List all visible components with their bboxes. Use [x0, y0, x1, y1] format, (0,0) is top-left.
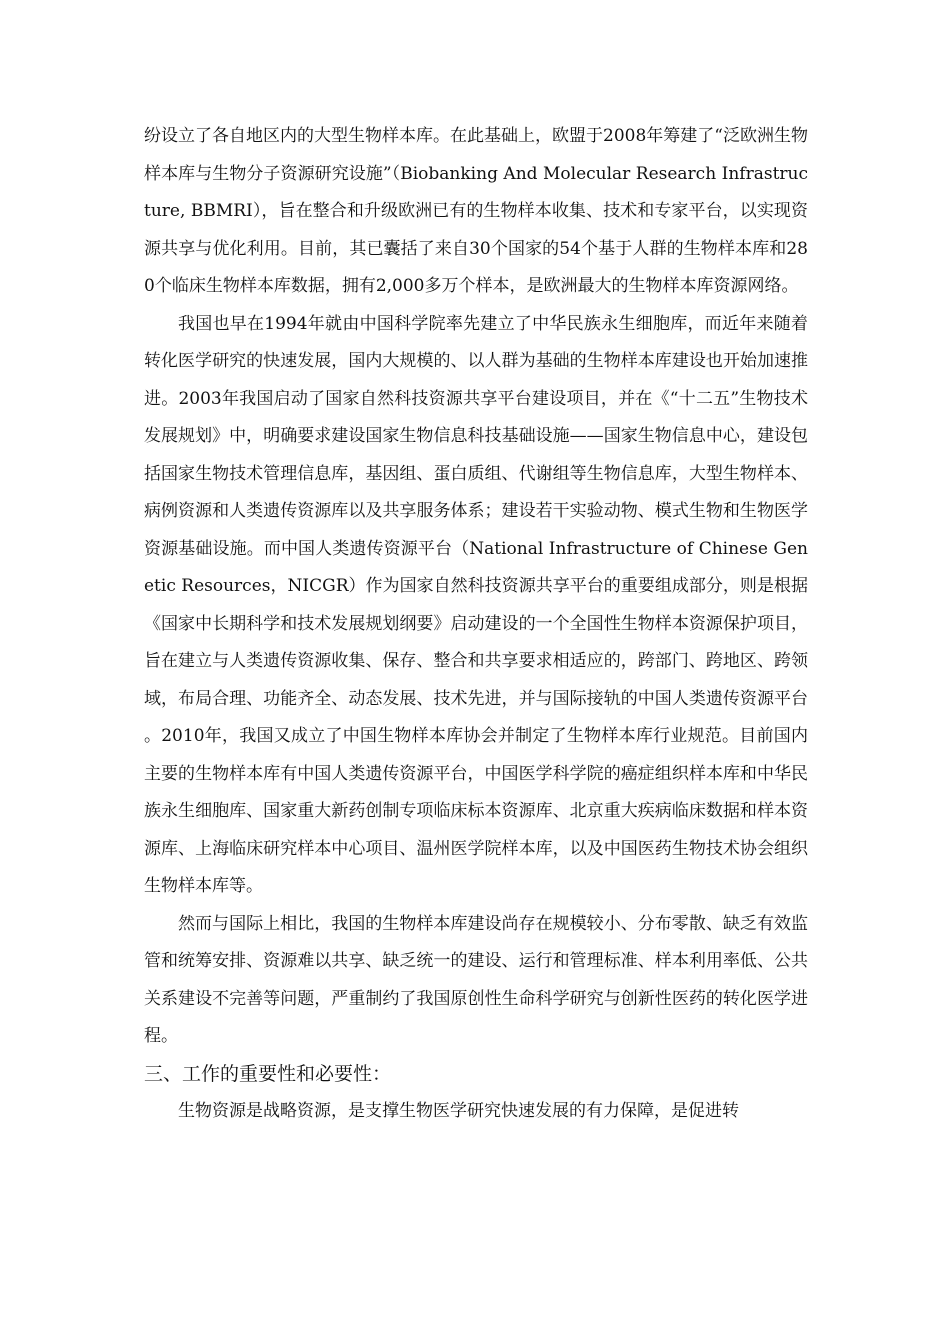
paragraph-china-biobank-history: 我国也早在1994年就由中国科学院率先建立了中华民族永生细胞库，而近年来随着转化医学研究的快速发展，国内大规模的、以人群为基础的生物样本库建设也开始加速推进。2003年我国启动了国家自然科技资源共享平台建设项目，并在《“十二五”生物技术发展规划》中，明确要求建设国家生物信息科技基础设施——国家生物信息中心，建设包括国家生物技术管理信息库，基因组、蛋白质组、代谢组等生物信息库，大型生物样本、病例资源和人类遗传资源库以及共享服务体系；建设若干实验动物、模式生物和生物医学资源基础设施。而中国人类遗传资源平台（National Infrastructure of Chinese Genetic Resources，NICGR）作为国家自然科技资源共享平台的重要组成部分，则是根据《国家中长期科学和技术发展规划纲要》启动建设的一个全国性生物样本资源保护项目，旨在建立与人类遗传资源收集、保存、整合和共享要求相适应的，跨部门、跨地区、跨领域，布局合理、功能齐全、动态发展、技术先进，并与国际接轨的中国人类遗传资源平台 。2010年，我国又成立了中国生物样本库协会并制定了生物样本库行业规范。目前国内主要的生物样本库有中国人类遗传资源平台，中国医学科学院的癌症组织样本库和中华民族永生细胞库、国家重大新药创制专项临床标本资源库、北京重大疾病临床数据和样本资源库、上海临床研究样本中心项目、温州医学院样本库，以及中国医药生物技术协会组织生物样本库等。 — [144, 313, 808, 896]
paragraph-bbmri: 纷设立了各自地区内的大型生物样本库。在此基础上，欧盟于2008年筹建了“泛欧洲生物样本库与生物分子资源研究设施”（Biobanking And Molecular Research Infrastructure, BBMRI），旨在整合和升级欧洲已有的生物样本收集、技术和专家平台，以实现资源共享与优化利用。目前，其已囊括了来自30个国家的54个基于人群的生物样本库和280个临床生物样本库数据，拥有2,000多万个样本，是欧洲最大的生物样本库资源网络。 — [144, 126, 808, 296]
paragraph-strategic-resources: 生物资源是战略资源，是支撑生物医学研究快速发展的有力保障，是促进转 — [178, 1101, 739, 1121]
section-heading-importance: 三、工作的重要性和必要性： — [144, 1062, 392, 1085]
document-body — [144, 118, 808, 1131]
paragraph-current-problems: 然而与国际上相比，我国的生物样本库建设尚存在规模较小、分布零散、缺乏有效监管和统筹安排、资源难以共享、缺乏统一的建设、运行和管理标准、样本利用率低、公共关系建设不完善等问题，严重制约了我国原创性生命科学研究与创新性医药的转化医学进程。 — [144, 913, 808, 1046]
